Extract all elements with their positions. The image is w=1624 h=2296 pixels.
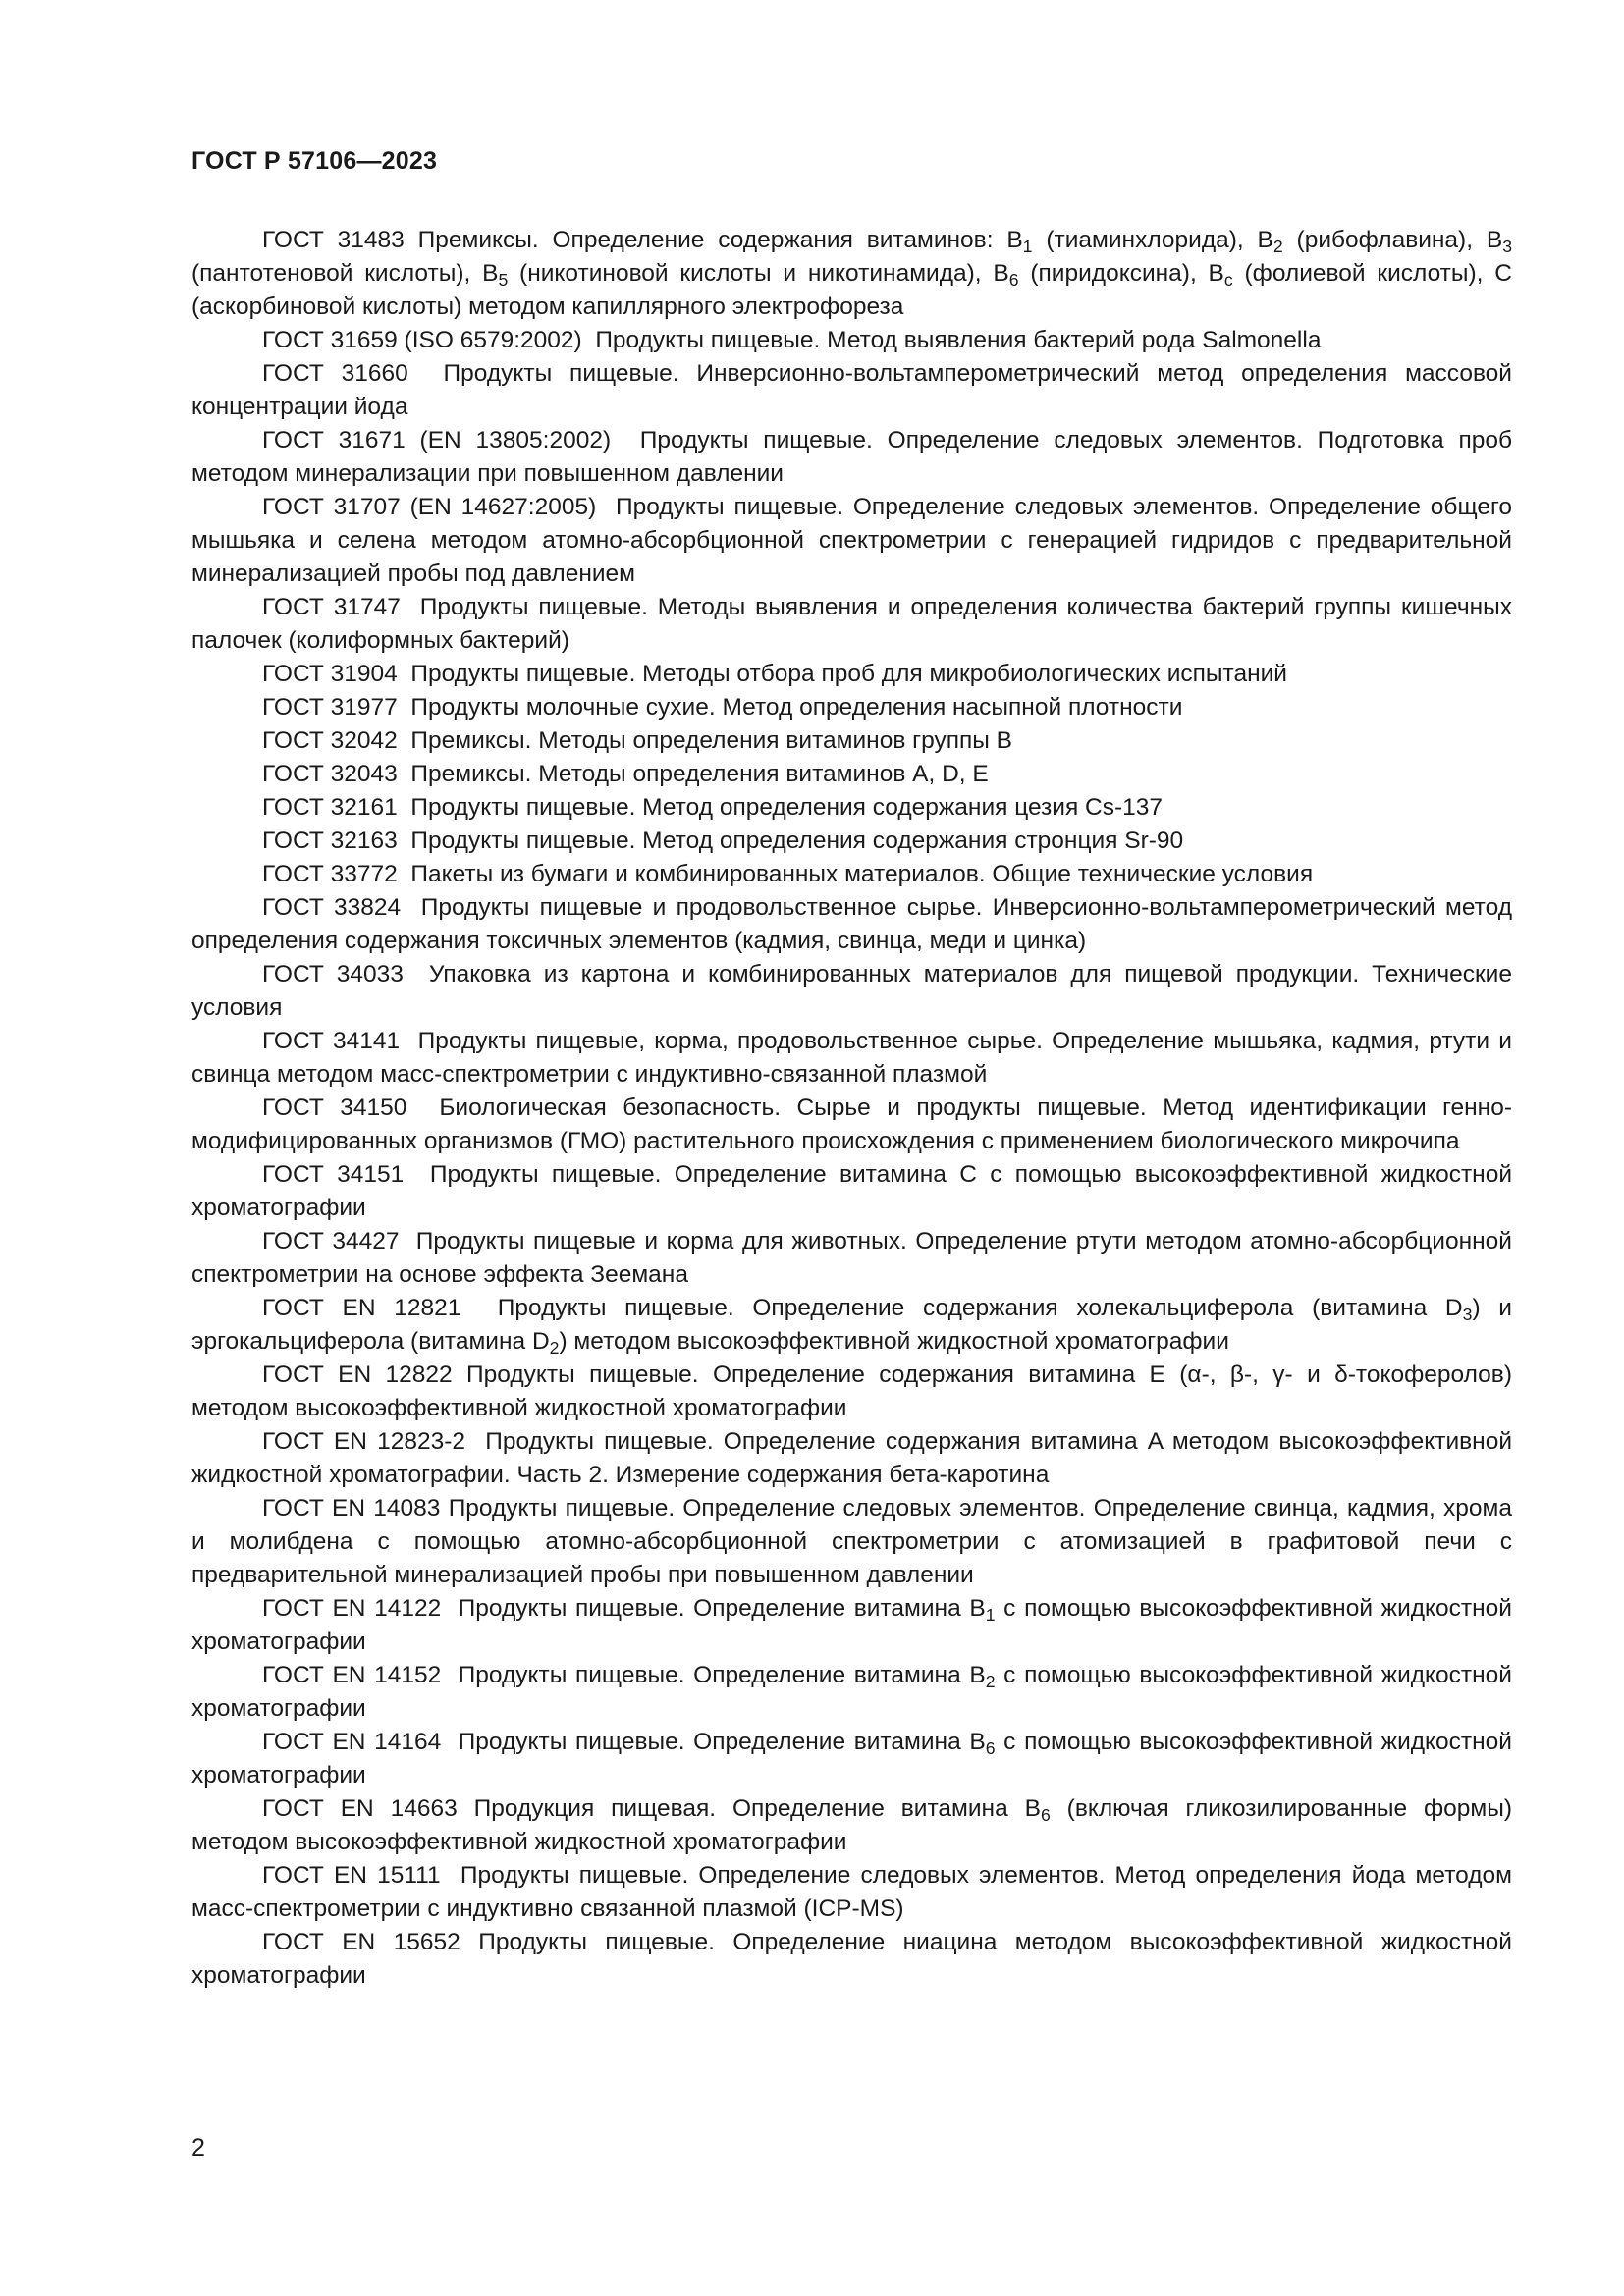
reference-entry	[191, 1792, 1512, 1859]
reference-title: Продукты пищевые. Определение следовых элементов. Метод определения йода методом масс-спектрометрии с индуктивно связанной плазмой (ICP-MS)	[191, 1862, 1513, 1922]
reference-entry	[191, 1726, 1512, 1792]
reference-code: ГОСТ EN 14663	[262, 1795, 458, 1822]
reference-title: Биологическая безопасность. Сырье и продукты пищевые. Метод идентификации генно-модифицированных организмов (ГМО) растительного происхождения с применением биологического микрочипа	[191, 1095, 1512, 1154]
reference-title: Продукты пищевые. Методы отбора проб для микробиологических испытаний	[410, 661, 1287, 687]
reference-title: Премиксы. Определение содержания витаминов: $B_1$ (тиаминхлорида), $B_2$ (рибофлавина), $B_3$ (пантотеновой кислоты), $B_5$ (никотиновой кислоты и никотинамида), $B_6$ (пиридоксина), $B_c$ (фолиевой кислоты), C (аскорбиновой кислоты) методом капиллярного электрофореза	[191, 227, 1513, 320]
reference-entry	[191, 825, 1512, 858]
reference-code: ГОСТ EN 15652	[262, 1929, 460, 1955]
reference-title: Премиксы. Методы определения витаминов A, D, E	[410, 761, 989, 787]
reference-entry	[191, 791, 1512, 825]
reference-entry	[191, 1592, 1512, 1659]
reference-entry	[191, 1158, 1512, 1225]
reference-title: Продукты пищевые. Определение витамина $B_6$ с помощью высокоэффективной жидкостной хроматографии	[191, 1729, 1512, 1789]
reference-title: Продукты пищевые. Метод определения содержания стронция Sr-90	[410, 828, 1184, 854]
reference-title: Продукты молочные сухие. Метод определения насыпной плотности	[410, 694, 1183, 721]
reference-title: Продукты пищевые. Определение витамина $B_1$ с помощью высокоэффективной жидкостной хроматографии	[191, 1595, 1512, 1655]
reference-entry	[191, 658, 1512, 691]
reference-code: ГОСТ EN 15111	[262, 1862, 441, 1889]
reference-entry	[191, 424, 1512, 491]
reference-code: ГОСТ 31707 (EN 14627:2005)	[262, 494, 597, 520]
reference-code: ГОСТ 34141	[262, 1028, 401, 1054]
reference-entry	[191, 1292, 1512, 1359]
reference-title: Продукты пищевые. Определение витамина C с помощью высокоэффективной жидкостной хроматографии	[191, 1161, 1513, 1221]
reference-entry	[191, 758, 1512, 791]
reference-code: ГОСТ 31659 (ISO 6579:2002)	[262, 327, 582, 353]
reference-title: Продукты пищевые. Метод выявления бактерий рода Salmonella	[595, 327, 1322, 353]
reference-entry	[191, 224, 1512, 324]
reference-title: Продукты пищевые. Определение витамина $B_2$ с помощью высокоэффективной жидкостной хроматографии	[191, 1662, 1512, 1722]
reference-code: ГОСТ 31671 (EN 13805:2002)	[262, 427, 612, 454]
reference-code: ГОСТ 33824	[262, 894, 402, 921]
reference-code: ГОСТ EN 14122	[262, 1595, 442, 1622]
reference-title: Пакеты из бумаги и комбинированных материалов. Общие технические условия	[410, 861, 1314, 887]
reference-entry	[191, 1025, 1512, 1092]
reference-entry	[191, 491, 1512, 591]
page-header-standard-id: ГОСТ Р 57106—2023	[191, 147, 438, 175]
reference-entry	[191, 357, 1512, 424]
reference-title: Продукты пищевые, корма, продовольственное сырье. Определение мышьяка, кадмия, ртути и свинца методом масс-спектрометрии с индуктивно-связанной плазмой	[191, 1028, 1512, 1088]
reference-entry	[191, 691, 1512, 724]
reference-code: ГОСТ 31977	[262, 694, 398, 721]
reference-code: ГОСТ EN 12823-2	[262, 1428, 466, 1455]
reference-entry	[191, 324, 1512, 357]
reference-code: ГОСТ EN 14152	[262, 1662, 442, 1688]
reference-title: Продукция пищевая. Определение витамина $B_6$ (включая гликозилированные формы) методом высокоэффективной жидкостной хроматографии	[191, 1795, 1512, 1855]
reference-title: Продукты пищевые. Определение содержания холекальциферола (витамина $D_3$) и эргокальциферола (витамина $D_2$) методом высокоэффективной жидкостной хроматографии	[191, 1295, 1512, 1358]
reference-entry	[191, 1859, 1512, 1926]
reference-title: Продукты пищевые. Определение содержания витамина A методом высокоэффективной жидкостной хроматографии. Часть 2. Измерение содержания бета-каротина	[191, 1428, 1513, 1488]
reference-code: ГОСТ 34427	[262, 1228, 400, 1255]
reference-title: Продукты пищевые. Определение следовых элементов. Подготовка проб методом минерализации при повышенном давлении	[191, 427, 1512, 487]
reference-entry	[191, 1225, 1512, 1292]
reference-entry	[191, 891, 1512, 958]
reference-title: Продукты пищевые. Методы выявления и определения количества бактерий группы кишечных палочек (колиформных бактерий)	[191, 594, 1512, 654]
reference-code: ГОСТ EN 12821	[262, 1295, 461, 1321]
reference-code: ГОСТ 34151	[262, 1161, 405, 1188]
reference-entry	[191, 591, 1512, 658]
reference-title: Продукты пищевые. Определение содержания витамина E (α-, β-, γ- и δ-токоферолов) методом высокоэффективной жидкостной хроматографии	[191, 1362, 1512, 1421]
reference-entry	[191, 1659, 1512, 1726]
reference-code: ГОСТ 34033	[262, 961, 404, 988]
reference-entry	[191, 1492, 1512, 1592]
reference-title: Продукты пищевые. Определение следовых элементов. Определение общего мышьяка и селена методом атомно-абсорбционной спектрометрии с генерацией гидридов с предварительной минерализацией пробы под давлением	[191, 494, 1512, 587]
reference-code: ГОСТ 32163	[262, 828, 398, 854]
reference-entry	[191, 1359, 1512, 1425]
reference-entry	[191, 858, 1512, 891]
reference-code: ГОСТ 32042	[262, 727, 398, 754]
reference-code: ГОСТ 31660	[262, 360, 408, 387]
reference-code: ГОСТ EN 14164	[262, 1729, 442, 1755]
reference-entry	[191, 1092, 1512, 1158]
reference-entry	[191, 1425, 1512, 1492]
reference-code: ГОСТ 31483	[262, 227, 405, 253]
reference-title: Упаковка из картона и комбинированных материалов для пищевой продукции. Технические условия	[191, 961, 1512, 1021]
normative-references-list	[191, 224, 1512, 1993]
reference-code: ГОСТ EN 14083	[262, 1495, 441, 1522]
reference-title: Продукты пищевые и корма для животных. Определение ртути методом атомно-абсорбционной спектрометрии на основе эффекта Зеемана	[191, 1228, 1512, 1288]
reference-code: ГОСТ 32043	[262, 761, 398, 787]
reference-title: Премиксы. Методы определения витаминов группы B	[410, 727, 1012, 754]
reference-code: ГОСТ 33772	[262, 861, 398, 887]
reference-title: Продукты пищевые. Определение следовых элементов. Определение свинца, кадмия, хрома и молибдена с помощью атомно-абсорбционной спектрометрии с атомизацией в графитовой печи с предварительной минерализацией пробы при повышенном давлении	[191, 1495, 1513, 1588]
reference-entry	[191, 1926, 1512, 1993]
page-number: 2	[191, 2134, 205, 2162]
reference-title: Продукты пищевые. Инверсионно-вольтамперометрический метод определения массовой концентрации йода	[191, 360, 1512, 420]
reference-code: ГОСТ 31747	[262, 594, 401, 620]
reference-title: Продукты пищевые. Метод определения содержания цезия Cs-137	[410, 794, 1164, 821]
reference-title: Продукты пищевые. Определение ниацина методом высокоэффективной жидкостной хроматографии	[191, 1929, 1512, 1989]
reference-title: Продукты пищевые и продовольственное сырье. Инверсионно-вольтамперометрический метод определения содержания токсичных элементов (кадмия, свинца, меди и цинка)	[191, 894, 1512, 954]
reference-code: ГОСТ 32161	[262, 794, 398, 821]
reference-code: ГОСТ EN 12822	[262, 1362, 453, 1388]
reference-code: ГОСТ 34150	[262, 1095, 407, 1121]
reference-entry	[191, 724, 1512, 758]
reference-code: ГОСТ 31904	[262, 661, 398, 687]
reference-entry	[191, 958, 1512, 1025]
